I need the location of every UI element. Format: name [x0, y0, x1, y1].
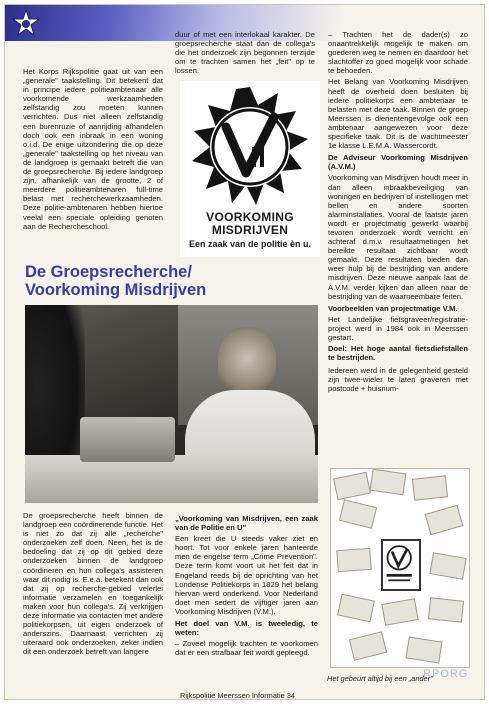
column-middle-bottom [175, 511, 318, 659]
article-headline [25, 263, 325, 299]
vm-emblem [180, 81, 320, 257]
watermark: RPORG [423, 668, 469, 680]
column-left [23, 67, 163, 233]
column-left-bottom [23, 511, 163, 659]
magazine-page [4, 4, 485, 700]
groepsrecherche-paragraph: De groepsrecherche heeft binnen de landgroep een coördinerende functie. Het is niet zo dat zij alle „recherche" onderzoeken zelf doen. Neen, het is de bedoeling dat zij op dit gebied deze onderzoeken binnen de landgroep coördineren en hun collega's assisteren waar dit nodig is. E.e.a. betekent dan ook dat zij op recherche-gebied velerlei informatie verzamelen en toegankelijk maken voor hun collega's. Zij verkrijgen deze informatie via contacten met andere politiekorpsen, uit eigen onderzoek of anderszins. Daarnaast verrichten zij uiteraard ook onderzoeken, zeker indien dit een onderzoek betreft van langere [23, 511, 163, 657]
page-footer: Rijkspolitie Meerssen Informatie 34 [180, 691, 296, 700]
graveer-paragraph: Iedereen werd in de gelegenheid gesteld zijn twee-wieler te laten graveren met postcode + huisnum- [328, 366, 468, 394]
emblem-line1: VOORKOMING [206, 210, 294, 224]
headline-line1: De Groepsrecherche/ [25, 263, 192, 281]
emblem-tagline: Een zaak van de politie èn u. [188, 239, 312, 249]
doel-item-1: – Zoveel mogelijk trachten te voorkomen dat er een strafbaar feit wordt gepleegd. [175, 639, 318, 658]
doel-fiets: Doel: Het hoge aantal fietsdiefstallen te bestrijden. [328, 344, 468, 363]
column-right [328, 30, 468, 396]
clipping-caption: Het gebeurt altijd bij een „ander" [327, 674, 433, 683]
clipping-vm-badge-icon [381, 539, 421, 591]
belang-paragraph: Het Belang van Voorkoming Misdrijven heeft de overheid doen besluiten bij iedere politiekorps een ambtenaar te belasten met deze taak. Binnen de groep Meerssen is dienentengevolge ook een ambtenaar aangewezen voor deze specifieke taak. Dit is de wachtmeester 1e klasse L.E.M.A. Wassercordt. [328, 77, 468, 151]
intro-paragraph: Het Korps Rijkspolitie gaat uit van een „generale" taakstelling. Dit betekent dat in principe iedere politieambtenaar alle voorkomende werkzaamheden zelfstandig zou moeten kunnen verrichten. Dus niet alleen zelfstandig een burenruzie of aanrijding afhandelen doch ook een inbraak in een woning o.i.d. De enige uitzondering die op deze „generale" taakstelling op het niveau van de landgroep is gemaakt betreft die van de groepsrecherche. Bij iedere landgroep zijn, afhankelijk van de grootte, 2 of meerdere politieambtenaren full-time belast met recherchewerkzaamheden. Deze politie-ambtenaren hebben hiertoe veelal een speciale opleiding genoten aan de Rechercheschool. [23, 67, 163, 231]
avm-paragraph: Voorkoming van Misdrijven houdt meer in dan alleen inbraakbeveiliging van woningen en bedrijven of instellingen met bellen en andere soorten alarminstallaties. Vooral de laatste jaren wordt er projectmatig gewerkt waarbij tevoren onderzoek wordt verricht en achteraf d.m.v. resultaatmetingen het bereikte resultaat zichtbaar wordt gemaakt. Deze resultaten bieden dan weer hulp bij de bestrijding van andere misdrijven. Deze nieuwe aanpak laat de A.V.M. verder kijken dan alleen naar de bestrijding van de waarneembare feiten. [328, 173, 468, 301]
column-middle-top [175, 30, 315, 77]
police-star-icon [11, 9, 41, 39]
newspaper-clipping-image [330, 468, 470, 668]
vm-paragraph: Een kreet die U steeds vaker ziet en hoort. Tot voor enkele jaren hanteerde men de engelse term „Crime Prevention". Deze term komt voort uit het feit dat in Engeland reeds bij de oprichting van het Londense Politiekorps in 1829 het belang hiervan werd onderkend. Voor Nederland doet men sedert de vijftiger jaren aan Voorkoming Misdrijven (V.M.). [175, 534, 318, 616]
emblem-title [180, 211, 320, 237]
vm-badge-icon [188, 85, 312, 209]
officer-typewriter-photo [25, 305, 318, 503]
doel-subheading: Het doel van V.M. is tweeledig, te weten: [175, 619, 318, 638]
emblem-line2: MISDRIJVEN [211, 223, 289, 237]
continued-paragraph: duur of met een interlokaal karakter. De groepsrecherche staat dan de collega's die het onderzoek zijn begonnen terzijde om te trachten samen het „feit" op te lossen. [175, 30, 315, 76]
projects-subheading: Voorbeelden van projectmatige V.M. [328, 303, 458, 313]
doel-item-2: – Trachten het de dader(s) zo onaantrekkelijk mogelijk te maken om goederen weg te nemen en daardoor het slachtoffer zo goed mogelijk voor schade te behoeden. [328, 30, 468, 76]
headline-line2: Voorkoming Misdrijven [25, 281, 207, 299]
fiets-paragraph: Het Landelijke fietsgraveer/registratie-project werd in 1984 ook in Meerssen gestart. [328, 314, 468, 342]
vm-subheading: „Voorkoming van Misdrijven, een zaak van de Politie en U" [175, 514, 318, 533]
avm-subheading: De Adviseur Voorkoming Misdrijven (A.V.M.) [328, 153, 468, 172]
